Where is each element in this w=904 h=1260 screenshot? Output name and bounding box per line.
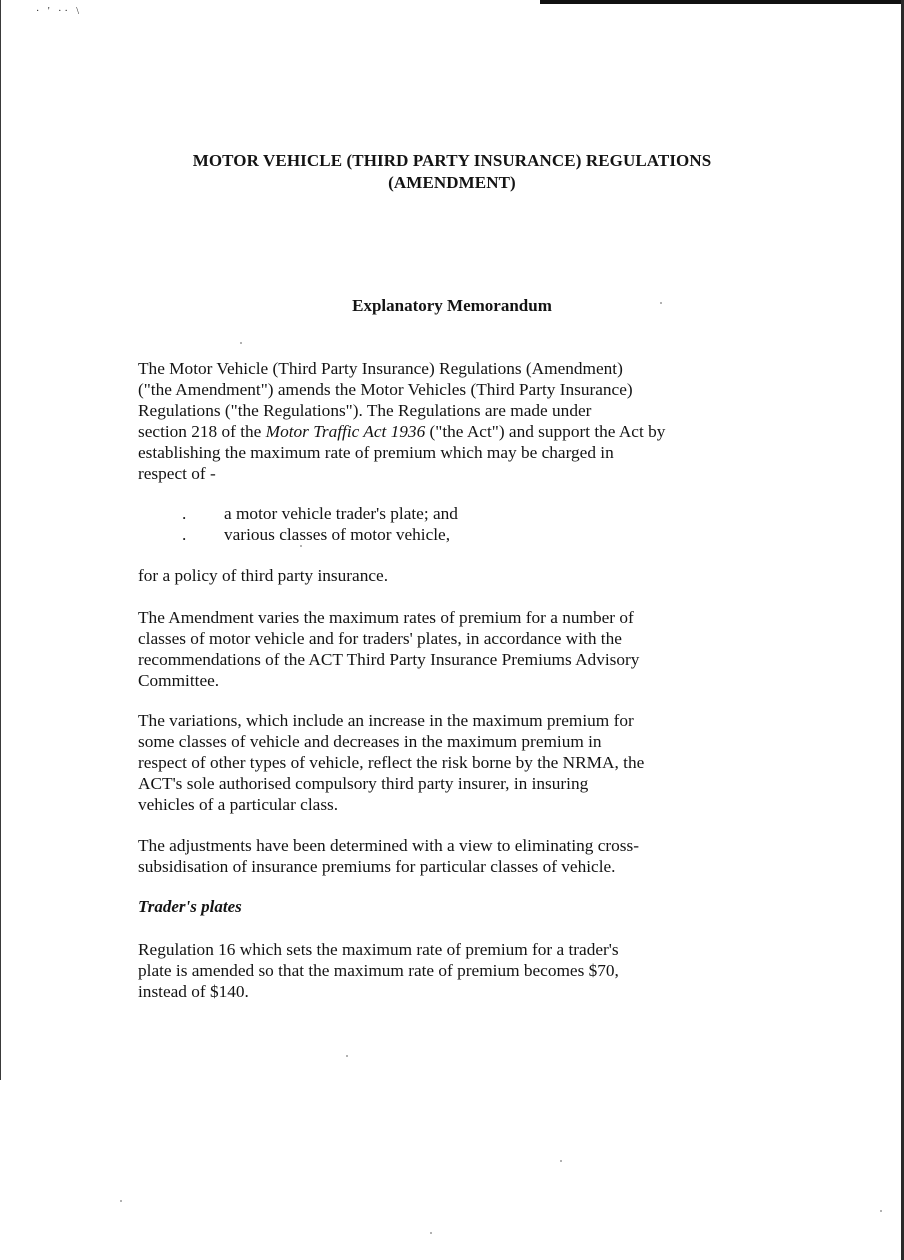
adjustments-paragraph bbox=[138, 835, 778, 877]
scan-speck bbox=[120, 1200, 122, 1202]
scan-edge-top bbox=[540, 0, 904, 4]
text-line: plate is amended so that the maximum rate of premium becomes $70, bbox=[138, 961, 619, 980]
text-segment: section 218 of the bbox=[138, 422, 266, 441]
title-line-2: (AMENDMENT) bbox=[388, 173, 516, 192]
corner-marks: · ' ·· \ bbox=[36, 6, 83, 17]
text-line: The adjustments have been determined with a view to eliminating cross- bbox=[138, 836, 640, 855]
text-line: Regulation 16 which sets the maximum rate of premium for a trader's bbox=[138, 940, 619, 959]
scan-speck bbox=[430, 1232, 432, 1234]
intro-paragraph bbox=[138, 358, 778, 484]
scan-speck bbox=[300, 545, 302, 547]
text-line: some classes of vehicle and decreases in the maximum premium in bbox=[138, 732, 602, 751]
section-heading-traders-plates: Trader's plates bbox=[138, 897, 242, 916]
act-name: Motor Traffic Act 1936 bbox=[265, 422, 426, 441]
variations-paragraph bbox=[138, 710, 778, 815]
policy-line: for a policy of third party insurance. bbox=[138, 566, 389, 585]
text-line: Committee. bbox=[138, 671, 220, 690]
text-line: instead of $140. bbox=[138, 982, 249, 1001]
text-line: ("the Amendment") amends the Motor Vehicles (Third Party Insurance) bbox=[138, 380, 633, 399]
scan-edge-left bbox=[0, 0, 1, 1080]
text-line: The variations, which include an increase in the maximum premium for bbox=[138, 711, 634, 730]
text-line: The Motor Vehicle (Third Party Insurance) Regulations (Amendment) bbox=[138, 359, 623, 378]
text-line: Regulations ("the Regulations"). The Regulations are made under bbox=[138, 401, 592, 420]
scan-speck bbox=[240, 342, 242, 344]
bullet-list bbox=[138, 503, 738, 545]
text-line: ACT's sole authorised compulsory third party insurer, in insuring bbox=[138, 774, 589, 793]
document-title bbox=[120, 150, 784, 194]
text-line: respect of other types of vehicle, reflect the risk borne by the NRMA, the bbox=[138, 753, 645, 772]
text-line: classes of motor vehicle and for traders' plates, in accordance with the bbox=[138, 629, 622, 648]
scan-speck bbox=[560, 1160, 562, 1162]
memorandum-subtitle: Explanatory Memorandum bbox=[352, 296, 552, 315]
amendment-paragraph bbox=[138, 607, 778, 691]
scan-speck bbox=[880, 1210, 882, 1212]
regulation-16-paragraph bbox=[138, 939, 778, 1002]
list-item-text: various classes of motor vehicle, bbox=[224, 525, 451, 544]
text-segment: ("the Act") and support the Act by bbox=[425, 422, 666, 441]
list-item bbox=[138, 503, 738, 524]
text-line: The Amendment varies the maximum rates of premium for a number of bbox=[138, 608, 634, 627]
text-line: subsidisation of insurance premiums for particular classes of vehicle. bbox=[138, 857, 616, 876]
bullet-mark: . bbox=[182, 525, 187, 544]
text-line: vehicles of a particular class. bbox=[138, 795, 339, 814]
text-line: respect of - bbox=[138, 464, 216, 483]
list-item bbox=[138, 524, 738, 545]
title-line-1: MOTOR VEHICLE (THIRD PARTY INSURANCE) REGULATIONS bbox=[192, 151, 712, 170]
text-line: establishing the maximum rate of premium which may be charged in bbox=[138, 443, 614, 462]
bullet-mark: . bbox=[182, 504, 187, 523]
scan-speck bbox=[346, 1055, 348, 1057]
list-item-text: a motor vehicle trader's plate; and bbox=[224, 504, 458, 523]
text-line bbox=[138, 421, 778, 442]
text-line: recommendations of the ACT Third Party Insurance Premiums Advisory bbox=[138, 650, 640, 669]
